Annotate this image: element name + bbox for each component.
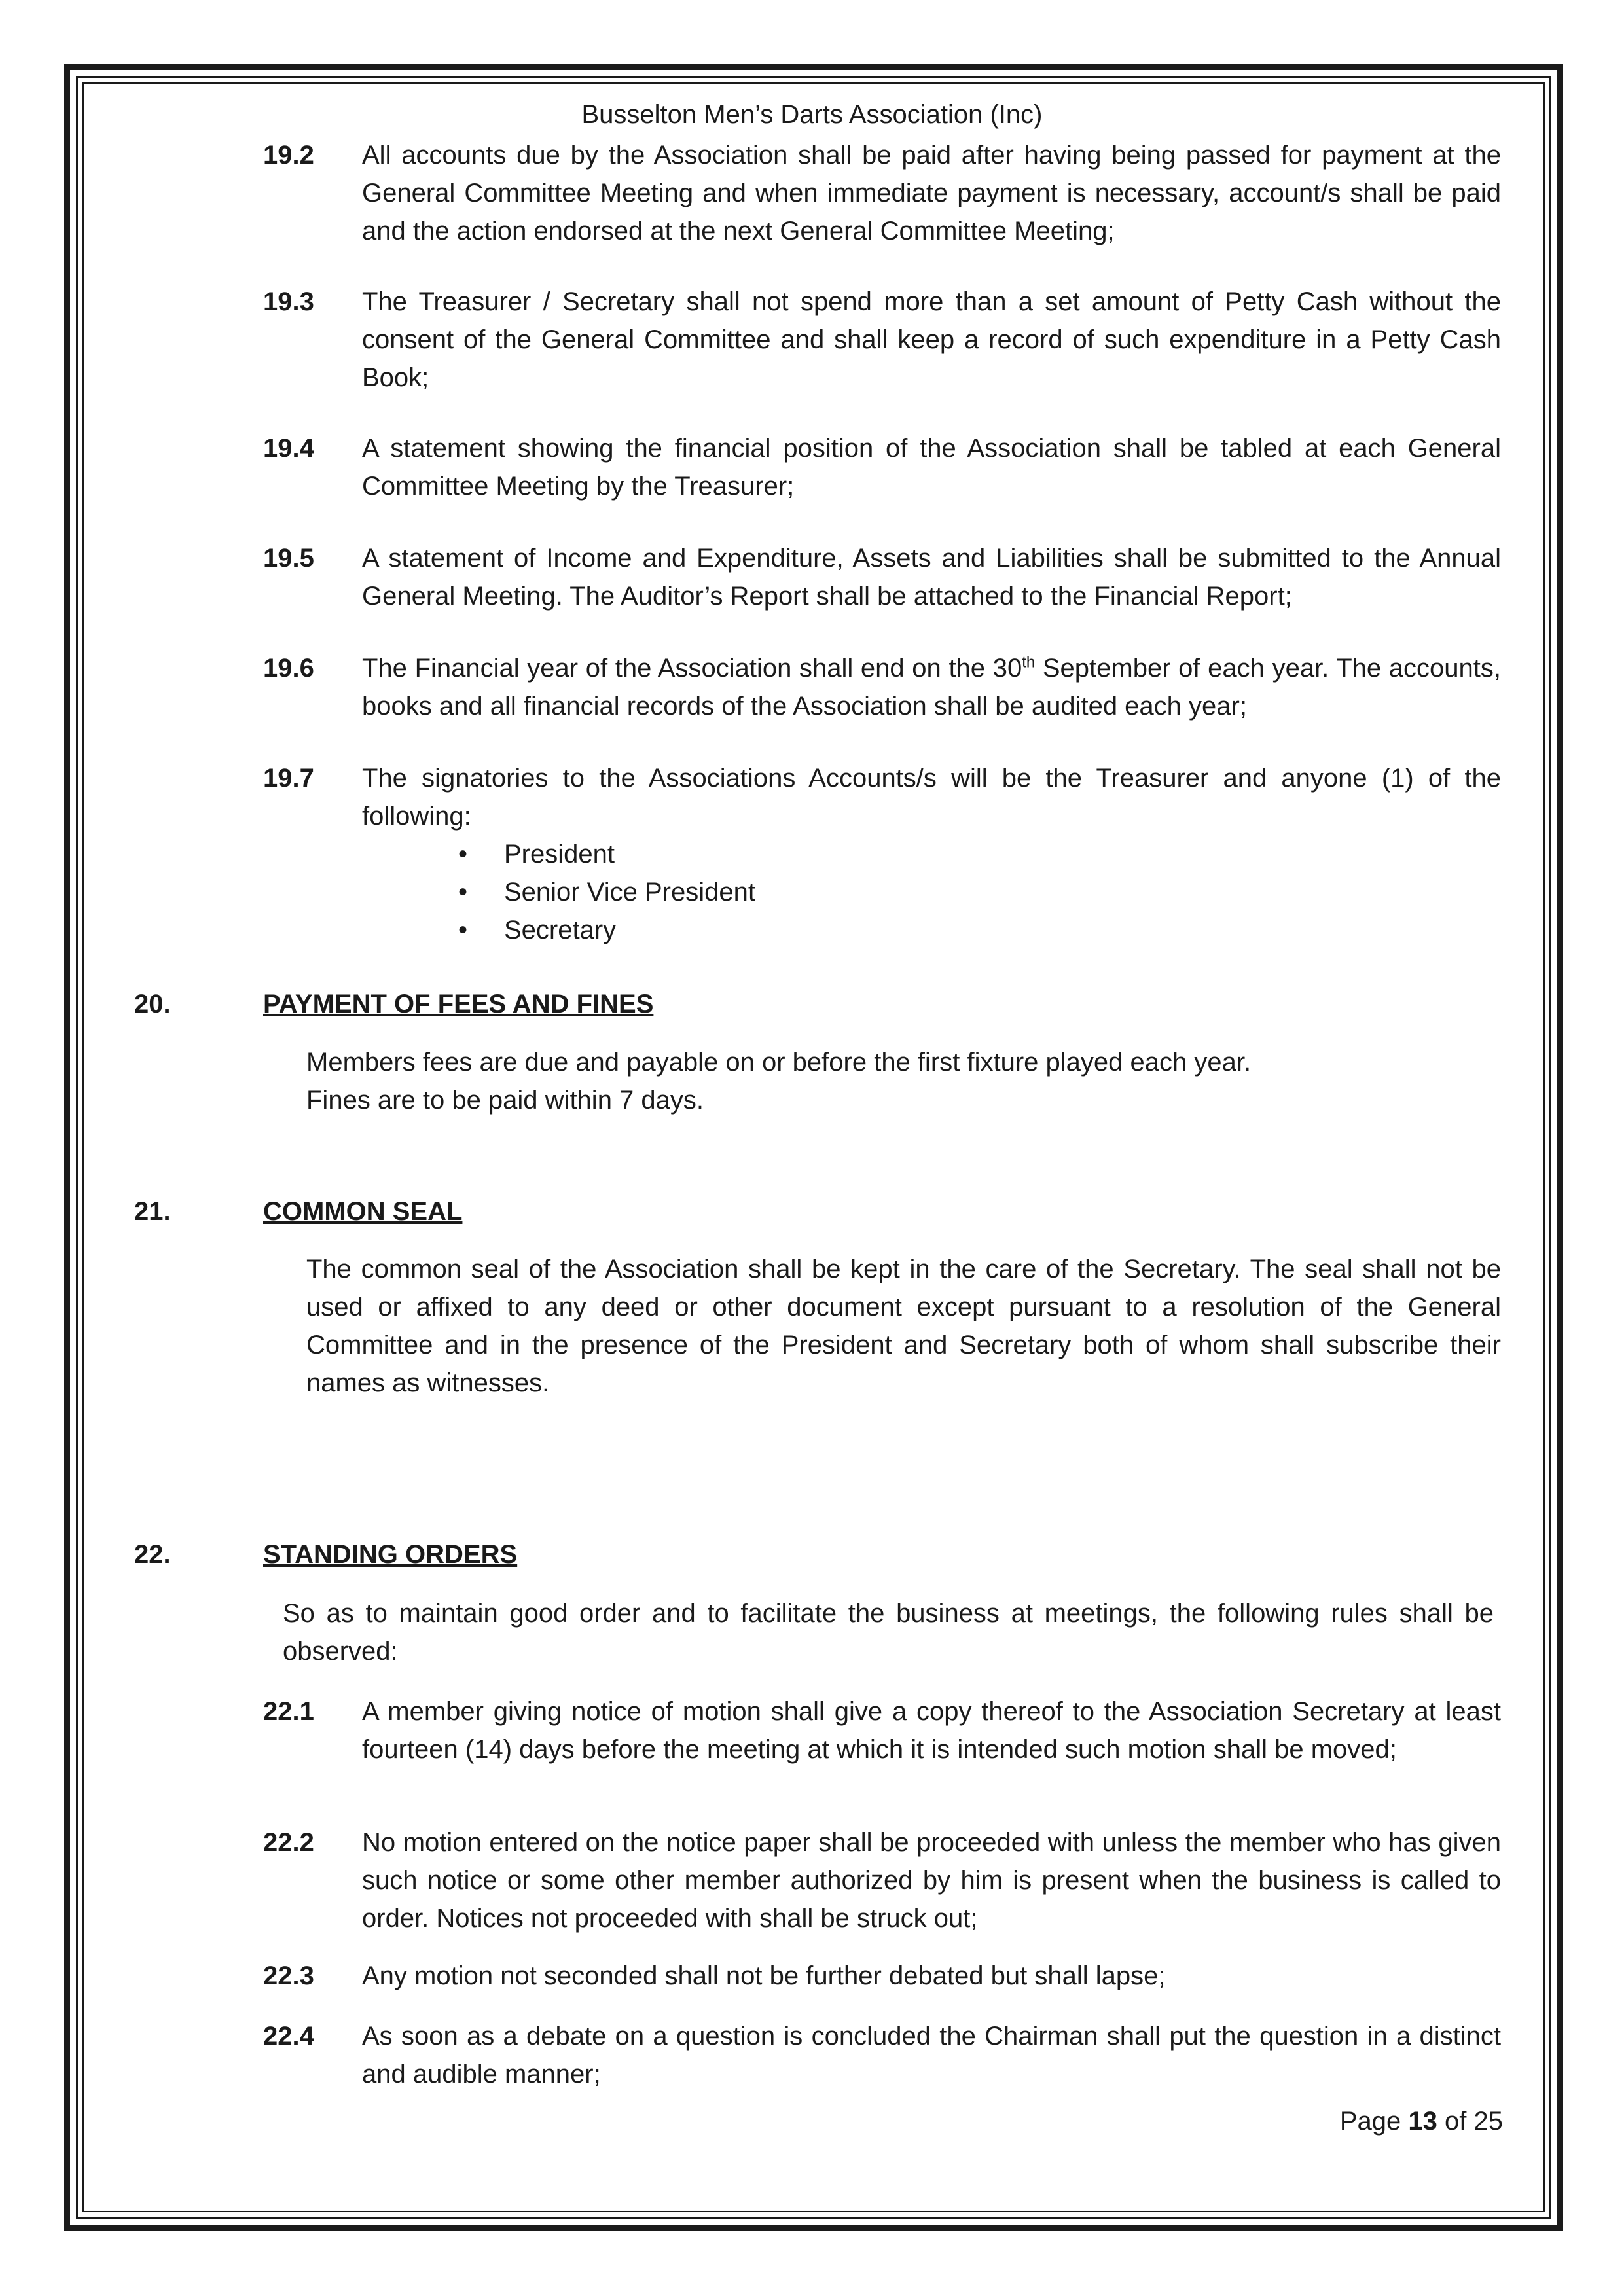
clause-number-19-3: 19.3 [263, 287, 314, 316]
clause-number-22-1: 22.1 [263, 1697, 314, 1726]
clause-text-19-4: A statement showing the financial position of the Association shall be tabled at each General Committee Meeting by the Treasurer; [362, 434, 1501, 501]
section-20-line-2: Fines are to be paid within 7 days. [306, 1086, 704, 1115]
section-number-21: 21. [134, 1197, 171, 1226]
signatory-president: President [504, 840, 615, 869]
bullet-icon: • [458, 916, 468, 944]
clause-number-22-3: 22.3 [263, 1962, 314, 1990]
clause-number-19-2: 19.2 [263, 141, 314, 170]
clause-number-22-2: 22.2 [263, 1828, 314, 1857]
clause-number-19-7: 19.7 [263, 764, 314, 793]
section-heading-22: STANDING ORDERS [263, 1540, 518, 1569]
signatory-senior-vice-president: Senior Vice President [504, 878, 755, 906]
clause-number-19-6: 19.6 [263, 654, 314, 683]
clause-text-22-4: As soon as a debate on a question is concluded the Chairman shall put the question in a distinct and audible manner; [362, 2022, 1501, 2089]
document-header: Busselton Men’s Darts Association (Inc) [581, 100, 1043, 129]
bullet-icon: • [458, 840, 468, 869]
clause-text-19-7: The signatories to the Associations Accounts/s will be the Treasurer and anyone (1) of the following: [362, 764, 1501, 831]
clause-text-19-6: The Financial year of the Association shall end on the 30th September of each year. The accounts, books and all financial records of the Association shall be audited each year; [362, 653, 1501, 721]
section-heading-21: COMMON SEAL [263, 1197, 463, 1226]
clause-text-22-2: No motion entered on the notice paper shall be proceeded with unless the member who has given such notice or some other member authorized by him is present when the business is called to order. Notices not proceeded with shall be struck out; [362, 1828, 1501, 1933]
clause-number-19-4: 19.4 [263, 434, 314, 463]
section-heading-20: PAYMENT OF FEES AND FINES [263, 990, 654, 1018]
signatory-secretary: Secretary [504, 916, 617, 944]
clause-text-19-5: A statement of Income and Expenditure, Assets and Liabilities shall be submitted to the Annual General Meeting. The Auditor’s Report shall be attached to the Financial Report; [362, 544, 1501, 611]
clause-text-22-3: Any motion not seconded shall not be further debated but shall lapse; [362, 1962, 1166, 1990]
clause-text-22-1: A member giving notice of motion shall give a copy thereof to the Association Secretary at least fourteen (14) days before the meeting at which it is intended such motion shall be moved; [362, 1697, 1501, 1764]
section-22-intro: So as to maintain good order and to facilitate the business at meetings, the following rules shall be observed: [283, 1599, 1494, 1666]
page-number: Page 13 of 25 [1339, 2107, 1503, 2136]
section-number-22: 22. [134, 1540, 171, 1569]
section-21-text: The common seal of the Association shall be kept in the care of the Secretary. The seal shall not be used or affixed to any deed or other document except pursuant to a resolution of the General Committee and in the presence of the President and Secretary both of whom shall subscribe their names as witnesses. [306, 1255, 1501, 1397]
section-20-line-1: Members fees are due and payable on or before the first fixture played each year. [306, 1048, 1252, 1077]
clause-number-22-4: 22.4 [263, 2022, 314, 2051]
clause-text-19-3: The Treasurer / Secretary shall not spend more than a set amount of Petty Cash without the consent of the General Committee and shall keep a record of such expenditure in a Petty Cash Book; [362, 287, 1501, 392]
bullet-icon: • [458, 878, 468, 906]
ordinal-superscript: th [1022, 653, 1036, 672]
section-number-20: 20. [134, 990, 171, 1018]
clause-number-19-5: 19.5 [263, 544, 314, 573]
clause-text-19-2: All accounts due by the Association shall be paid after having being passed for payment at the General Committee Meeting and when immediate payment is necessary, account/s shall be paid and the action endorsed at the next General Committee Meeting; [362, 141, 1501, 245]
